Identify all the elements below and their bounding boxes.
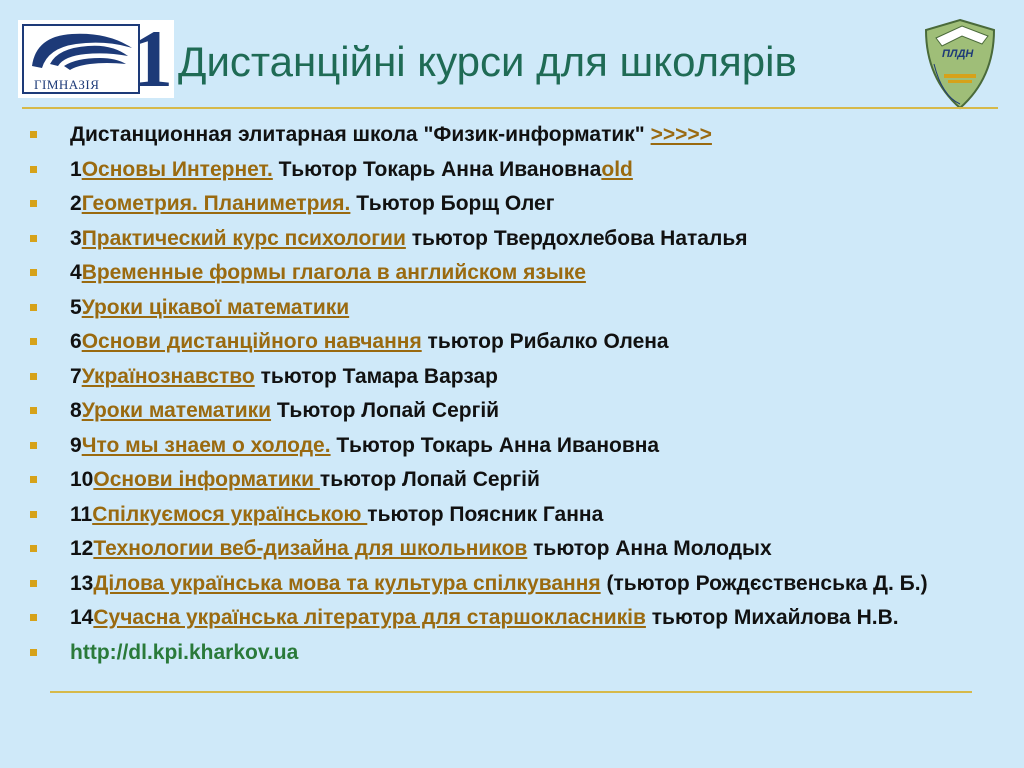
list-item	[28, 294, 988, 321]
list-item	[28, 466, 988, 493]
course-list	[28, 121, 988, 673]
list-item	[28, 121, 988, 148]
list-item	[28, 535, 988, 562]
item-number: 14	[70, 606, 94, 629]
bullet-icon	[30, 476, 37, 483]
item-tutor: Тьютор Лопай Сергій	[271, 399, 500, 422]
item-link[interactable]: Основи дистанційного навчання	[81, 330, 422, 353]
list-item	[28, 501, 988, 528]
bullet-icon	[30, 407, 37, 414]
item-tutor: тьютор Анна Молодых	[527, 537, 772, 560]
item-tutor: тьютор Рибалко Олена	[421, 330, 669, 353]
bullet-icon	[30, 166, 37, 173]
list-item	[28, 397, 988, 424]
item-number: 6	[70, 330, 82, 353]
bullet-icon	[30, 269, 37, 276]
list-item	[28, 225, 988, 252]
item-link[interactable]: Что мы знаем о холоде.	[81, 433, 331, 457]
item-tutor: тьютор Поясник Ганна	[367, 502, 604, 526]
item-link[interactable]: Технологии веб-дизайна для школьников	[93, 537, 528, 560]
list-item	[28, 432, 988, 459]
bullet-icon	[30, 580, 37, 587]
item-number: 3	[70, 226, 82, 250]
bullet-icon	[30, 235, 37, 242]
gymnasium-logo	[18, 13, 174, 104]
list-item	[28, 259, 988, 286]
list-item	[28, 639, 988, 666]
item-link[interactable]: Ділова українська мова та культура спілкування	[93, 571, 601, 595]
bullet-icon	[30, 649, 37, 656]
item-number: 8	[70, 399, 82, 422]
item-link[interactable]: Основы Интернет.	[81, 157, 273, 181]
item-link[interactable]: Временные формы глагола в английском языке	[81, 261, 586, 284]
page-title: Дистанційні курси для школярів	[178, 38, 797, 85]
item-link[interactable]: >>>>>	[650, 123, 712, 146]
item-link[interactable]: Геометрия. Планиметрия.	[81, 192, 351, 215]
item-old-link[interactable]: old	[601, 157, 633, 181]
bullet-icon	[30, 131, 37, 138]
item-number: 12	[70, 537, 94, 560]
item-tutor: тьютор Михайлова Н.В.	[645, 606, 899, 629]
list-item	[28, 363, 988, 390]
item-link[interactable]: Українознавство	[81, 364, 255, 388]
list-item	[28, 328, 988, 355]
bullet-icon	[30, 545, 37, 552]
item-tutor: тьютор Тамара Варзар	[254, 364, 498, 388]
item-number: 5	[70, 295, 82, 319]
item-number: 11	[70, 502, 93, 526]
top-divider	[22, 107, 998, 109]
logo-gymnasium-text: ГІМНАЗІЯ	[34, 77, 100, 92]
item-link[interactable]: Уроки цікавої математики	[81, 295, 350, 319]
item-number: 9	[70, 433, 82, 457]
site-url: http://dl.kpi.kharkov.ua	[70, 640, 299, 664]
item-text: Дистанционная элитарная школа "Физик-информатик"	[70, 123, 651, 146]
item-link[interactable]: Основи інформатики	[93, 468, 320, 491]
bottom-divider	[50, 691, 972, 693]
item-link[interactable]: Уроки математики	[81, 399, 272, 422]
item-tutor: Тьютор Токарь Анна Ивановна	[272, 157, 602, 181]
list-item	[28, 156, 988, 183]
bullet-icon	[30, 614, 37, 621]
logo-number-one: 1	[132, 13, 173, 104]
list-item	[28, 190, 988, 217]
item-number: 10	[70, 468, 94, 491]
item-tutor: Тьютор Борщ Олег	[350, 192, 555, 215]
bullet-icon	[30, 373, 37, 380]
item-tutor: Тьютор Токарь Анна Ивановна	[330, 433, 660, 457]
bullet-icon	[30, 200, 37, 207]
bullet-icon	[30, 304, 37, 311]
item-number: 13	[70, 571, 94, 595]
logo-pldn-text: ПЛДН	[942, 48, 974, 60]
item-number: 2	[70, 192, 82, 215]
item-link[interactable]: Спілкуємося українською	[92, 502, 368, 526]
bullet-icon	[30, 442, 37, 449]
item-tutor: (тьютор Рождєственська Д. Б.)	[600, 571, 928, 595]
item-link[interactable]: Сучасна українська література для старшокласників	[93, 606, 646, 629]
bullet-icon	[30, 338, 37, 345]
pldn-logo	[922, 18, 998, 110]
list-item	[28, 570, 988, 597]
item-tutor: тьютор Лопай Сергій	[319, 468, 540, 491]
bullet-icon	[30, 511, 37, 518]
item-link[interactable]: Практический курс психологии	[81, 226, 406, 250]
item-tutor: тьютор Твердохлебова Наталья	[405, 226, 748, 250]
shield-emblem-icon	[922, 18, 998, 110]
item-number: 7	[70, 364, 82, 388]
item-number: 4	[70, 261, 82, 284]
list-item	[28, 604, 988, 631]
logo-emblem-frame	[22, 24, 140, 94]
item-number: 1	[70, 157, 82, 181]
